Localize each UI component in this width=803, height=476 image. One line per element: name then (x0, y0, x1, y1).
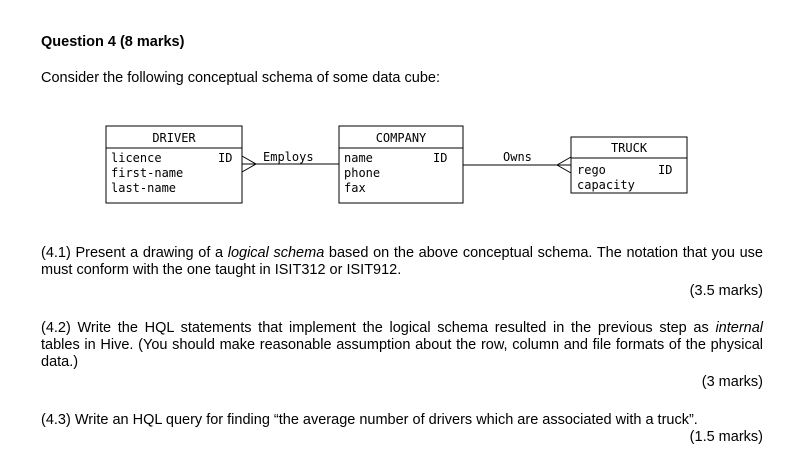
truck-id-label: ID (658, 163, 673, 177)
part-4-3-text: (4.3) Write an HQL query for finding “the average number of drivers which are associated with a truck”. (41, 412, 698, 428)
truck-attr-rego: rego (577, 163, 606, 177)
truck-entity-name: TRUCK (610, 141, 648, 155)
part-4-2-marks: (3 marks) (701, 374, 763, 390)
company-entity (339, 126, 463, 203)
company-id-label: ID (433, 151, 448, 165)
driver-id-label: ID (218, 151, 233, 165)
company-entity-name: COMPANY (375, 131, 427, 145)
owns-crows-foot-lower (557, 165, 571, 173)
driver-attr-first-name: first-name (111, 166, 184, 180)
question-title: Question 4 (8 marks) (41, 34, 185, 50)
part-4-1-marks: (3.5 marks) (689, 283, 763, 299)
driver-entity (106, 126, 242, 203)
driver-attr-licence: licence (111, 151, 162, 165)
part-4-3-marks: (1.5 marks) (689, 429, 763, 445)
employs-relationship (242, 150, 339, 172)
owns-label: Owns (503, 150, 532, 164)
driver-attr-last-name: last-name (111, 181, 177, 195)
company-attr-phone: phone (344, 166, 381, 180)
truck-entity (571, 137, 687, 193)
part-4-2-text: (4.2) Write the HQL statements that implement the logical schema resulted in the previous step as internal tables in Hive. (You should make reasonable assumption about the row, column and file formats of the physical data.) (41, 320, 763, 370)
truck-attr-capacity: capacity (577, 178, 635, 192)
employs-crows-foot-upper (242, 156, 256, 164)
employs-crows-foot-lower (242, 164, 256, 172)
company-attr-name: name (344, 151, 373, 165)
owns-relationship (463, 150, 571, 173)
question-intro: Consider the following conceptual schema of some data cube: (41, 70, 440, 86)
employs-label: Employs (263, 150, 314, 164)
part-4-1-text: (4.1) Present a drawing of a logical schema based on the above conceptual schema. The notation that you use must conform with the one taught in ISIT312 or ISIT912. (41, 245, 763, 278)
driver-entity-name: DRIVER (152, 131, 196, 145)
company-attr-fax: fax (344, 181, 366, 195)
owns-crows-foot-upper (557, 157, 571, 165)
